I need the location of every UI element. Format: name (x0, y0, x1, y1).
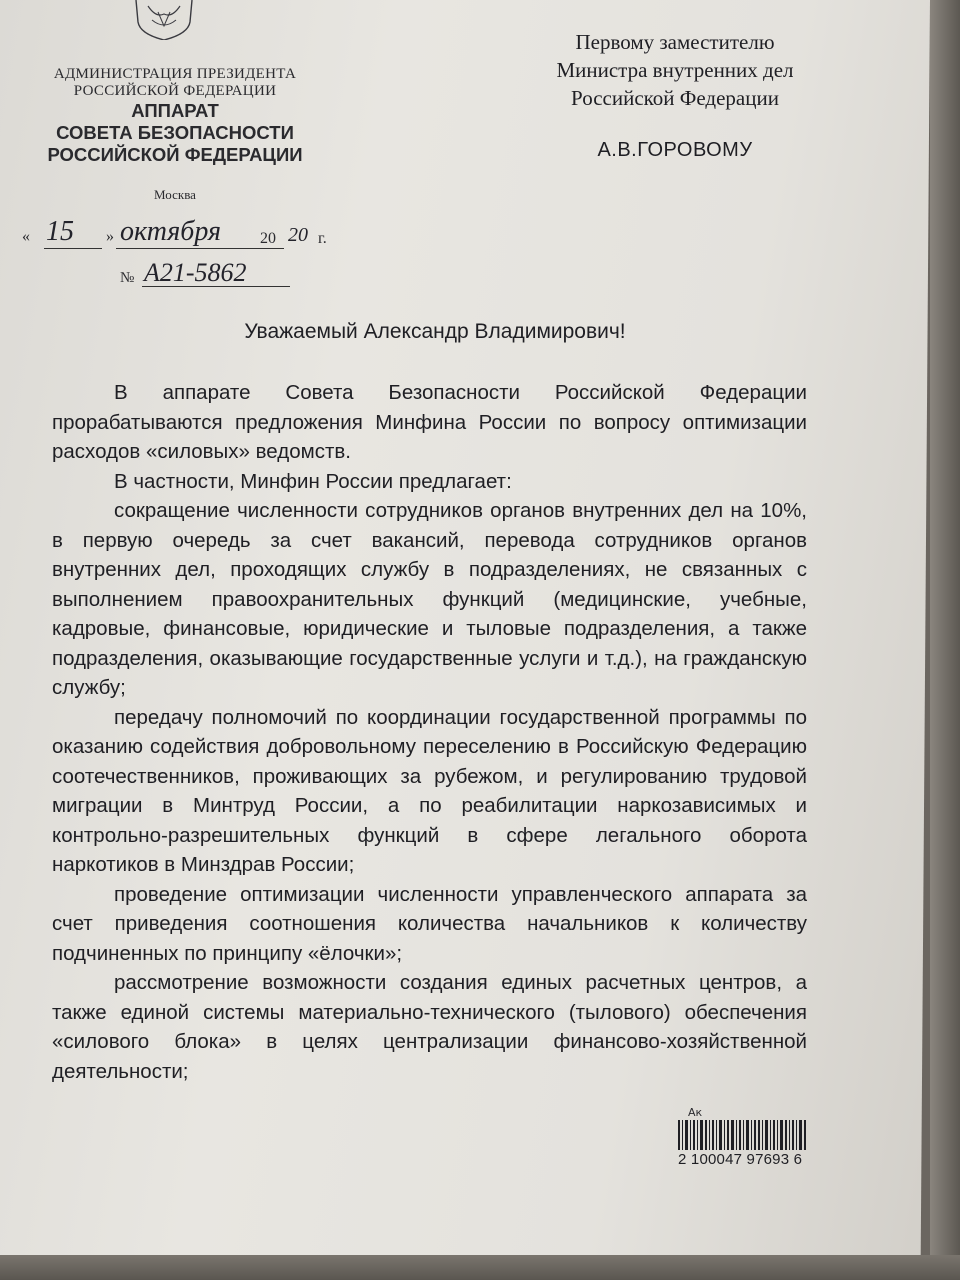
letter-body (52, 378, 807, 1086)
underline (44, 248, 102, 249)
barcode-bars-icon (678, 1120, 808, 1150)
barcode-digits: 2 100047 97693 6 (678, 1151, 803, 1168)
date-month-handwritten: октября (120, 216, 222, 247)
table-edge-right (930, 0, 960, 1280)
org-line: АДМИНИСТРАЦИЯ ПРЕЗИДЕНТА (53, 66, 297, 82)
paragraph: рассмотрение возможности создания единых расчетных центров, а также единой системы материально-технического (тылового) обеспечения «силового блока» в целях централизации финансово-хозяйственной деятельности; (52, 971, 807, 1083)
org-line-bold: АППАРАТ (131, 100, 219, 121)
number-prefix: № (120, 270, 135, 286)
paragraph: проведение оптимизации численности управленческого аппарата за счет приведения соотношения количества начальников к количеству подчиненных по принципу «ёлочки»; (52, 882, 807, 965)
addressee-line: Российской Федерации (571, 86, 779, 110)
sender-organization (20, 66, 330, 166)
date-close-quote: » (106, 228, 114, 245)
date-year-prefix: 20 (260, 230, 276, 247)
org-line: РОССИЙСКОЙ ФЕДЕРАЦИИ (73, 83, 277, 99)
date-field (22, 218, 342, 254)
number-handwritten: А21-5862 (144, 258, 247, 287)
city: Москва (154, 187, 196, 202)
paragraph: передачу полномочий по координации государственной программы по оказанию содействия добровольному переселению в Российскую Федерацию соотечественников, проживающих за рубежом, и регулированию трудовой миграции в Минтруд России, а по реабилитации наркозависимых и контрольно-разрешительных функций в сфере легального оборота наркотиков в Минздрав России; (52, 705, 807, 876)
paragraph: сокращение численности сотрудников органов внутренних дел на 10%, в первую очередь за счет вакансий, перевода сотрудников органов внутренних дел, проходящих службу в подразделениях, не связанных с выполнением правоохранительных функций (медицинские, учебные, кадровые, финансовые, юридические и тыловые подразделения, а также подразделения, оказывающие государственные услуги и т.д.), на гражданскую службу; (52, 499, 807, 699)
org-line-bold: СОВЕТА БЕЗОПАСНОСТИ (56, 122, 294, 143)
addressee-name: А.В.ГОРОВОМУ (597, 139, 753, 161)
barcode-mark: Ак (688, 1106, 703, 1119)
barcode (678, 1106, 808, 1186)
date-day-handwritten: 15 (46, 216, 74, 247)
underline (116, 248, 284, 249)
date-open-quote: « (22, 228, 30, 245)
addressee-line: Министра внутренних дел (556, 58, 794, 82)
underline (142, 286, 290, 287)
paragraph: В частности, Минфин России предлагает: (114, 469, 512, 493)
addressee-line: Первому заместителю (575, 30, 775, 54)
coat-of-arms-icon (118, 0, 210, 40)
greeting: Уважаемый Александр Владимирович! (244, 320, 626, 343)
date-year-handwritten: 20 (288, 224, 308, 246)
org-line-bold: РОССИЙСКОЙ ФЕДЕРАЦИИ (47, 144, 303, 165)
addressee-block (500, 28, 850, 164)
date-year-unit: г. (318, 230, 327, 247)
paragraph: В аппарате Совета Безопасности Российской Федерации прорабатываются предложения Минфина России по вопросу оптимизации расходов «силовых» ведомств. (52, 381, 807, 463)
table-edge-bottom (0, 1255, 960, 1280)
